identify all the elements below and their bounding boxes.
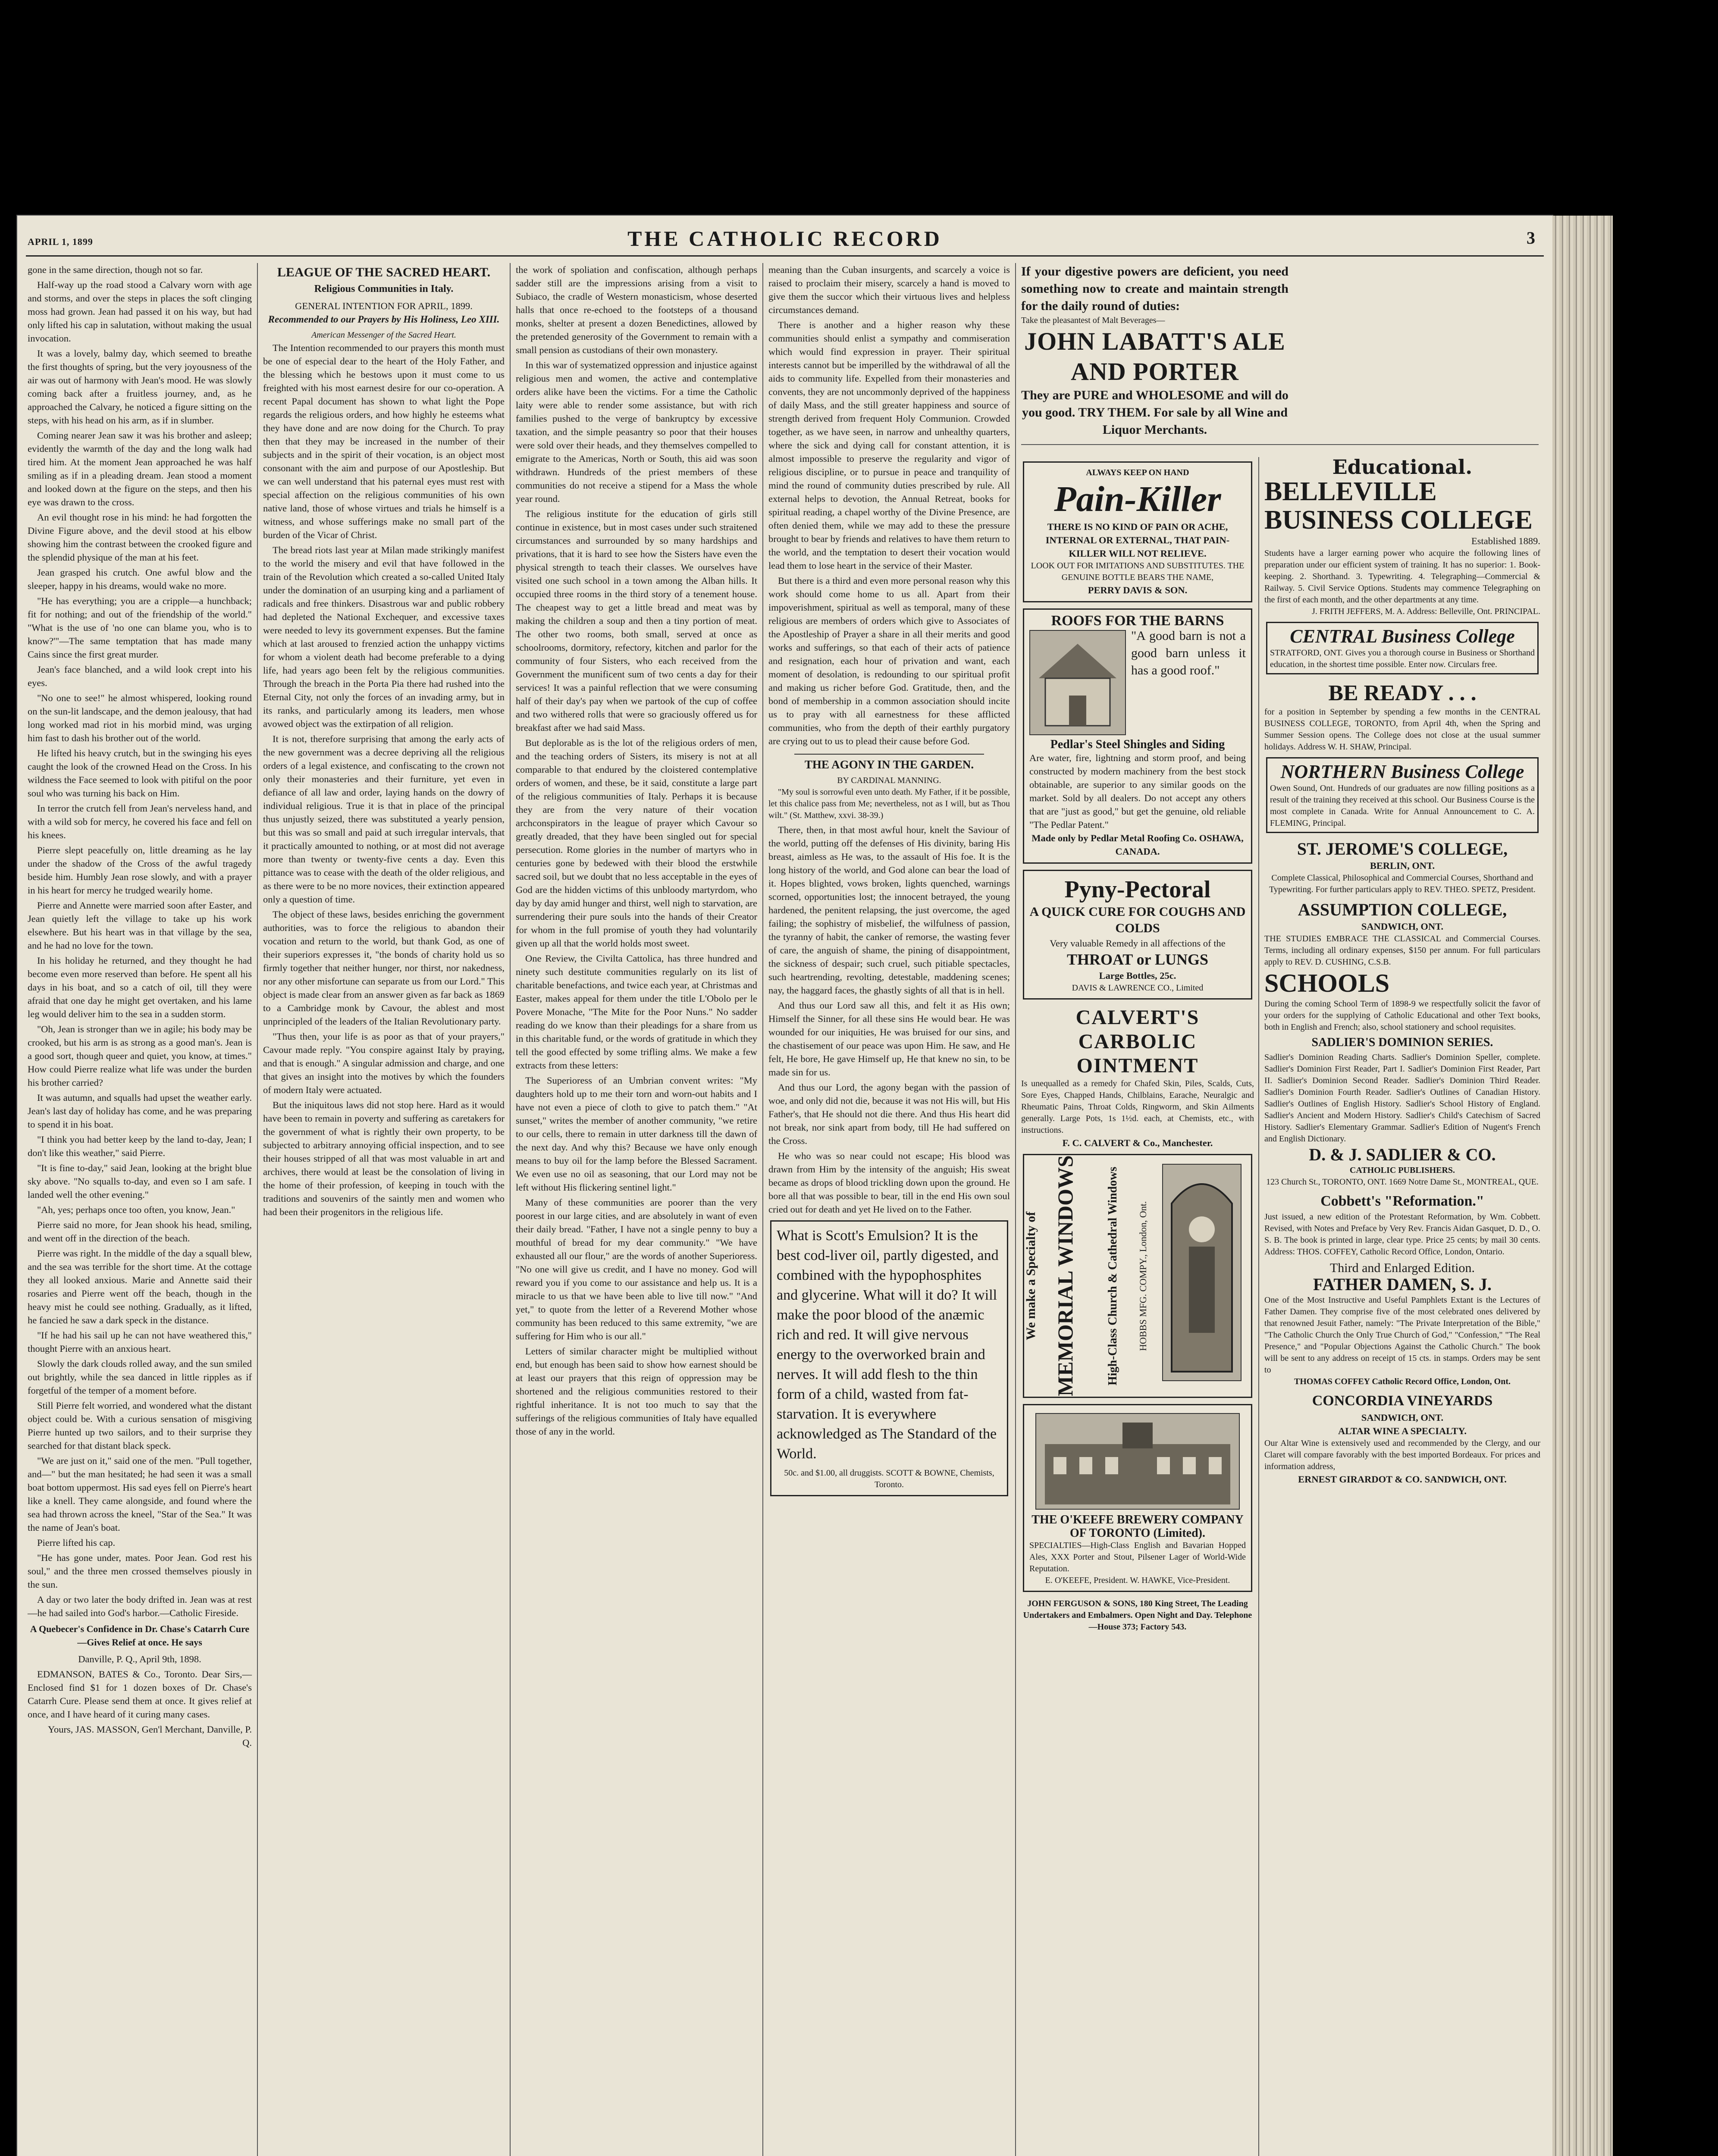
okeefe-brewery-ad <box>1023 1404 1252 1592</box>
article-paragraph: The bread riots last year at Milan made strikingly manifest to the world the misery and evil that have followed in the train of the Revolution which created a so-called United Italy under the domination of an usurping king and a parliament of radicals and free thinkers. Disastrous war and public robbery had depleted the National Exchequer, and excessive taxes were needed to levy its government expenses. But the famine which at last aroused to frenzied action the unhappy victims for whom a violent death had become preferable to a dying life, had years ago been felt by the religious communities. Through the breach in the Porta Pia there had rushed into the Eternal City, not only the forces of an invading army, but in its ranks, and particularly among its leaders, men whose avowed object was the extirpation of all religion. <box>263 545 505 729</box>
story-paragraph: Pierre was right. In the middle of the day a squall blew, and the sea was terrible for the short time. At the cottage they all looked anxious. Marie and Annette said their rosaries and Pierre went off the beach, though in the heavy mist he could see nothing. Gradually, as it lifted, he fancied he saw a dark speck in the distance. <box>28 1248 252 1326</box>
painkiller-name: Pain-Killer <box>1054 479 1221 519</box>
story-paragraph: "We are just on it," said one of the men. "Pull together, and—" but the man hesitated; he had seen it was a small boat bottom uppermost. His sad eyes fell on Pierre's heart like a knell. They came alongside, and found where the sea had thrown across the kneel, "Star of the Sea." It was the name of Jean's boat. <box>28 1455 252 1533</box>
column-5 <box>1021 457 1254 2156</box>
schools-body: During the coming School Term of 1898-9 we respectfully solicit the favor of your orders for the supplying of Catholic Educational and other Text books, both in English and French; also, school stationery and school requisites. <box>1264 999 1540 1032</box>
memorial-windows-ad <box>1023 1154 1252 1398</box>
damen-addr: THOMAS COFFEY Catholic Record Office, London, Ont. <box>1294 1377 1511 1386</box>
story-paragraph: An evil thought rose in his mind: he had forgotten the Divine Figure above, and the devil stood at his elbow showing him the contrast between the crooked figure and the splendid physique of the man at his feet. <box>28 512 252 563</box>
educational-heading: Educational. <box>1332 455 1473 479</box>
story-paragraph: Pierre lifted his cap. <box>37 1537 116 1548</box>
agony-author: BY CARDINAL MANNING. <box>837 776 941 785</box>
assumption-title: ASSUMPTION COLLEGE, <box>1298 900 1507 919</box>
agony-epigraph: "My soul is sorrowful even unto death. My Father, if it be possible, let this chalice pass from Me; nevertheless, not as I will, but as Thou wilt." (St. Matthew, xxvi. 38-39.) <box>768 787 1010 820</box>
story-paragraph: Coming nearer Jean saw it was his brother and asleep; evidently the warmth of the day and the long walk had tired him. At the moment Jean approached he was half smiling as if in a pleading dream. Jean stood a moment and looked down at the figure on the steps, and then his eye was drawn to the cross. <box>28 430 252 508</box>
source-line: American Messenger of the Sacred Heart. <box>311 330 456 340</box>
pyny-line4: Large Bottles, 25c. <box>1099 970 1176 981</box>
windows-sub: High-Class Church & Cathedral Windows <box>1106 1166 1119 1385</box>
article-paragraph: the work of spoliation and confiscation, although perhaps sadder still are the impressions arising from a visit to Subiaco, the cradle of Western monasticism, whose deserted halls that once re-echoed to the footsteps of a thousand monks, shelter at present a dozen Benedictines, allowed by the pretended generosity of the Government to remain with a small pension as custodians of their own monastery. <box>516 264 757 355</box>
northern-college-ad <box>1266 757 1539 833</box>
scotts-ad-footer: 50c. and $1.00, all druggists. SCOTT & BOWNE, Chemists, Toronto. <box>784 1468 994 1489</box>
damen-title: FATHER DAMEN, S. J. <box>1313 1275 1492 1294</box>
painkiller-body: THERE IS NO KIND OF PAIN OR ACHE, INTERNAL OR EXTERNAL, THAT PAIN-KILLER WILL NOT RELIEVE. <box>1045 521 1230 559</box>
brewery-building-icon <box>1036 1414 1239 1509</box>
northern-body: Owen Sound, Ont. Hundreds of our graduates are now filling positions as a result of the training they received at this school. Our Business Course is the most complete in Canada. Write for Annual Announcement to C. A. FLEMING, Principal. <box>1270 783 1535 828</box>
column-1 <box>28 263 252 2156</box>
story-paragraph: It was autumn, and squalls had upset the weather early. Jean's last day of holiday has come, and he was preparing to spend it in his boat. <box>28 1092 252 1130</box>
assumption-place: SANDWICH, ONT. <box>1361 921 1444 932</box>
story-paragraph: "He has everything; you are a cripple—a hunchback; fit for nothing; and out of the friendship of the world." "What is the use of 'no one can blame you, who is to know?'"—The same temptation that has made many Cains since the first great murder. <box>28 595 252 660</box>
agony-title: THE AGONY IN THE GARDEN. <box>804 758 974 771</box>
newspaper-title: THE CATHOLIC RECORD <box>627 226 942 251</box>
story-paragraph: A day or two later the body drifted in. Jean was at rest—he had sailed into God's harbor.—Catholic Fireside. <box>28 1594 252 1618</box>
ferguson-ad: JOHN FERGUSON & SONS, 180 King Street, The Leading Undertakers and Embalmers. Open Night and Day. Telephone—House 373; Factory 543. <box>1023 1599 1252 1632</box>
story-paragraph: "I think you had better keep by the land to-day, Jean; I don't like this weather," said Pierre. <box>28 1134 252 1158</box>
roofs-maker: Made only by Pedlar Metal Roofing Co. OSHAWA, CANADA. <box>1031 833 1244 857</box>
chase-ad-body: EDMANSON, BATES & Co., Toronto. Dear Sirs,—Enclosed find $1 for 1 dozen boxes of Dr. Chase's Catarrh Cure. Please send them at once. It gives relief at once, and I have heard of it curing many cases. <box>28 1669 252 1720</box>
okeefe-body: SPECIALTIES—High-Class English and Bavarian Hopped Ales, XXX Porter and Stout, Pilsener Lager of World-Wide Reputation. <box>1029 1541 1246 1573</box>
concordia-title: CONCORDIA VINEYARDS <box>1312 1393 1493 1409</box>
story-paragraph: Pierre said no more, for Jean shook his head, smiling, and went off in the direction of the beach. <box>28 1219 252 1244</box>
central-college-ad <box>1266 622 1539 674</box>
windows-side: We make a Specialty of <box>1024 1211 1038 1341</box>
belleville-body: Students have a larger earning power who acquire the following lines of preparation under our efficient system of training. It has no superior: 1. Book-keeping. 2. Shorthand. 3. Typewriting. 4. Telegraphing—Commercial & Railway. 5. Civil Service Options. Students may commence Telegraphing on the first of each month, and the other departments at any time. <box>1264 548 1540 605</box>
story-paragraph: "It is fine to-day," said Jean, looking at the bright blue sky above. "No squalls to-day, and even so I am safe. I landed well the other evening." <box>28 1163 252 1200</box>
chase-ad-heading: A Quebecer's Confidence in Dr. Chase's Catarrh Cure—Gives Relief at once. He says <box>30 1623 250 1648</box>
pyny-pectoral-ad <box>1023 870 1252 1000</box>
belleville-title: BELLEVILLE BUSINESS COLLEGE <box>1264 477 1533 535</box>
article-paragraph: The Intention recommended to our prayers this month must be one of especial dear to the heart of the Holy Father, and the blessing which he bestows upon it must come to us freighted with his most earnest desire for our co-operation. A recent Papal document has shown to what light the Pope regards the religious orders, and how highly he esteems what they have done and are now doing for the Church. To pray then that they may be increased in the number of their subjects and in the spirit of their vocation, is an object most consonant with the aim and purpose of our Apostleship. But we can well understand that his paternal eyes must rest with special affection on the religious communities of his own native land, those of whose virtues and trials he himself is a witness, and whose sufferings make no small part of the burden of the Vicar of Christ. <box>263 342 505 540</box>
sadlier-list: Sadlier's Dominion Reading Charts. Sadlier's Dominion Speller, complete. Sadlier's Dominion First Reader, Part I. Sadlier's Dominion First Reader, Part II. Sadlier's Dominion Second Reader. Sadlier's Dominion Third Reader. Sadlier's Dominion Fourth Reader. Sadlier's Outlines of Canadian History. Sadlier's Outlines of English History. Sadlier's School History of England. Sadlier's Ancient and Modern History. Sadlier's Child's Catechism of Sacred History. Sadlier's Elementary Grammar. Sadlier's Edition of Nugent's French and English Dictionary. <box>1264 1053 1540 1144</box>
agony-paragraph: There, then, in that most awful hour, knelt the Saviour of the world, putting off the defenses of His divinity, baring His breast, aimless as He was, to the assault of His foe. It is the long history of the world, and God alone can bear the load of it. Hopes blighted, vows broken, lights quenched, warnings scorned, opportunities lost; the innocent betrayed, the young hardened, the penitent relapsing, the just overcome, the aged failing; the sophistry of misbelief, the wilfulness of passion, the tyranny of habit, the canker of remorse, the wasting fever of care, the anguish of shame, the pining of disappointment, the sickness of despair; such cruel, such pitiable spectacles, such heartrending, revolting, detestable, maddening scenes; nay, the haggard faces, the ghastly sights of all that is in hell. <box>768 824 1010 996</box>
windows-maker: HOBBS MFG. COMPY., London, Ont. <box>1138 1201 1148 1351</box>
labatt-take: Take the pleasantest of Malt Beverages— <box>1021 316 1165 325</box>
stained-glass-illustration <box>1162 1164 1241 1381</box>
column-2 <box>263 263 505 2156</box>
labatt-brand: JOHN LABATT'S ALE AND PORTER <box>1024 327 1285 385</box>
painkiller-top: ALWAYS KEEP ON HAND <box>1086 468 1189 477</box>
pedlar-roofs-ad <box>1023 608 1252 864</box>
central-body: STRATFORD, ONT. Gives you a thorough course in Business or Shorthand education, in the shortest time possible. Enter now. Circulars free. <box>1270 648 1535 669</box>
masthead <box>17 224 1552 250</box>
calvert-name: CALVERT'S CARBOLIC OINTMENT <box>1075 1006 1200 1077</box>
article-paragraph: Letters of similar character might be multiplied without end, but enough has been said to show how earnest should be at least our prayers that this reign of oppression may be shortened and the religious communities restored to their rightful inheritance. It is not too much to say that the sufferings of the religious communities of Italy have equalled those of any in the world. <box>516 1346 757 1437</box>
story-paragraph: Half-way up the road stood a Calvary worn with age and storms, and over the steps in places the soft clinging moss had grown. Jean had passed it on his way, but had only lifted his cap in salutation, without making the usual invocation. <box>28 279 252 344</box>
story-paragraph: "If he had his sail up he can not have weathered this," thought Pierre with an anxious heart. <box>28 1330 252 1354</box>
article-paragraph: There is another and a higher reason why these communities should enlist a sympathy and commiseration which would find expression in prayer. Their spiritual interests cannot but be imperilled by the withdrawal of all the aids to community life. Expelled from their monasteries and convents, they are not uncommonly deprived of the happiness of daily Mass, and the still greater happiness and source of strength derived from frequent Holy Communion. Crowded together, as we have seen, in narrow and unhealthy quarters, where the sick and dying call for constant attention, it is almost impossible to preserve the regularity and vigor of religious discipline, or to pursue in peace and tranquility of mind the round of community duties prescribed by rule. All external helps to devotion, the Annual Retreat, books for spiritual reading, a chapel worthy of the Divine Presence, are often denied them, while we may add to these the pressure brought to bear by friends and relatives to have them return to the world, and the temptation to desert their vocation would lead them to lose heart in the service of their Master. <box>768 320 1010 571</box>
article-paragraph: One Review, the Civilta Cattolica, has three hundred and ninety such destitute communities regularly on its list of charitable benefactions, and twice each year, at Christmas and Easter, makes appeal for them under the title L'Obolo per le Povere Monache, "The Mite for the Poor Nuns." No sadder reading do we know than their pleadings for a share from us in this charitable fund, or the words of gratitude in which they tell the good effected by some trifling alms. We make a few extracts from these letters: <box>516 953 757 1071</box>
story-paragraph: Still Pierre felt worried, and wondered what the distant object could be. With a curious sensation of misgiving Pierre hunted up two sailors, and to their surprise they searched for that distant black speck. <box>28 1400 252 1451</box>
damen-edition: Third and Enlarged Edition. <box>1329 1261 1475 1275</box>
northern-title: NORTHERN Business College <box>1280 761 1524 782</box>
jerome-title: ST. JEROME'S COLLEGE, <box>1297 839 1508 859</box>
story-paragraph: "Ah, yes; perhaps once too often, you know, Jean." <box>37 1204 235 1215</box>
section-divider <box>794 754 984 755</box>
schools-title: SCHOOLS <box>1264 969 1390 997</box>
column-divider <box>510 263 511 2156</box>
newspaper-page <box>17 216 1552 2156</box>
story-paragraph: "He has gone under, mates. Poor Jean. God rest his soul," and the three men crossed themselves piously in the sun. <box>28 1552 252 1590</box>
jerome-place: BERLIN, ONT. <box>1370 860 1435 871</box>
chase-ad-dateline: Danville, P. Q., April 9th, 1898. <box>78 1654 201 1664</box>
story-paragraph: He lifted his heavy crutch, but in the swinging his eyes caught the look of the crowned Head on the Cross. In his wildness the Face seemed to look with pitiful on the poor soul who was turning his back on Him. <box>28 748 252 799</box>
recommended-line: Recommended to our Prayers by His Holiness, Leo XIII. <box>268 314 500 325</box>
story-paragraph: Pierre and Annette were married soon after Easter, and Jean quietly left the village to take up his work elsewhere. But his heart was in that village by the sea, and he had no love for the town. <box>28 900 252 951</box>
pyny-line3: THROAT or LUNGS <box>1066 951 1209 968</box>
calvert-maker: F. C. CALVERT & Co., Manchester. <box>1062 1138 1213 1148</box>
labatt-intro: If your digestive powers are deficient, you need something now to create and maintain strength for the daily round of duties: <box>1021 264 1288 313</box>
calvert-ad <box>1021 1006 1254 1150</box>
story-paragraph: gone in the same direction, though not so far. <box>28 264 203 275</box>
pyny-line2: Very valuable Remedy in all affections of the <box>1050 938 1226 949</box>
roofs-title: ROOFS FOR THE BARNS <box>1051 613 1224 629</box>
sadlier-series: SADLIER'S DOMINION SERIES. <box>1311 1036 1493 1049</box>
column-divider <box>257 263 258 2156</box>
jerome-body: Complete Classical, Philosophical and Commercial Courses, Shorthand and Typewriting. For further particulars apply to REV. THEO. SPETZ, President. <box>1269 873 1536 894</box>
sadlier-name: D. & J. SADLIER & CO. <box>1309 1145 1496 1164</box>
story-paragraph: It was a lovely, balmy day, which seemed to breathe the first thoughts of spring, but the very joyousness of the air was out of harmony with Jean's mood. He was slowly coming back after a fruitless journey, and, as he approached the Calvary, he noticed a figure sitting on the steps, with his head on his arm, as if in slumber. <box>28 348 252 426</box>
painkiller-maker: PERRY DAVIS & SON. <box>1088 585 1188 595</box>
barn-icon <box>1030 631 1125 734</box>
windows-title: MEMORIAL WINDOWS <box>1053 1155 1077 1397</box>
article-paragraph: But there is a third and even more personal reason why this work should come home to us all. Apart from their impoverishment, spiritual as well as temporal, many of these religious are members of orders which give to Associates of the Apostleship of Prayer a share in all their merits and good works and sufferings, so that each of their acts of patience and resignation, each hour of privation and want, each moment of desolation, is redounding to our spiritual profit and making us richer before God. Gratitude, then, and the bond of membership in a common association should incite us to pray with all earnestness for these afflicted communities, who from the depth of their earthly purgatory are crying out to us to plead their cause before God. <box>768 575 1010 746</box>
pyny-line1: A QUICK CURE FOR COUGHS AND COLDS <box>1029 905 1246 935</box>
column-3 <box>516 263 757 2156</box>
issue-date: APRIL 1, 1899 <box>28 236 93 247</box>
roofs-body: Are water, fire, lightning and storm proof, and being constructed by modern machinery from the best stock obtainable, are superior to any similar goods on the market. Sold by all dealers. Do not accept any others that are "just as good," but get the genuine, old reliable "The Pedlar Patent." <box>1029 752 1246 830</box>
sadlier-sub: CATHOLIC PUBLISHERS. <box>1349 1166 1455 1175</box>
agony-paragraph: And thus our Lord, the agony began with the passion of woe, and only did not die, because it was not His will, but His Father's, that He should not die there. And thus His heart did not break, nor sink apart from body, till He had suffered on the Cross. <box>768 1082 1010 1146</box>
page-stack-edge <box>1552 216 1613 2156</box>
column-divider <box>762 263 763 2156</box>
sadlier-addr: 123 Church St., TORONTO, ONT. 1669 Notre Dame St., MONTREAL, QUE. <box>1266 1177 1539 1187</box>
painkiller-ad <box>1023 461 1252 602</box>
barn-illustration <box>1029 630 1126 735</box>
concordia-place: SANDWICH, ONT. <box>1361 1412 1444 1423</box>
okeefe-title: THE O'KEEFE BREWERY COMPANY OF TORONTO (Limited). <box>1031 1513 1244 1540</box>
agony-paragraph: He who was so near could not escape; His blood was drawn from Him by the intensity of the anguish; His sweat became as drops of blood trickling down upon the ground. He bore all that was possible to bear, till in the end His own soul cried out for death and yet He lived on to the Father. <box>768 1150 1010 1215</box>
okeefe-names: E. O'KEEFE, President. W. HAWKE, Vice-President. <box>1045 1576 1230 1585</box>
column-6 <box>1264 457 1540 2156</box>
belleville-sign: J. FRITH JEFFERS, M. A. Address: Belleville, Ont. PRINCIPAL. <box>1312 607 1540 616</box>
ad-divider <box>1021 444 1539 445</box>
article-paragraph: But deplorable as is the lot of the religious orders of men, and the teaching orders of Sisters, its misery is not at all comparable to that endured by the cloistered contemplative orders of women, and these, be it said, constitute a large part of the religious communities of Italy. Perhaps it is because they are from the very nature of their vocation archconspirators in the league of prayer which Cavour so greatly dreaded, that they have been singled out for special persecution. Rome glories in the number of martyrs who in centuries gone by bedewed with their blood the erstwhile sacred soil, but we doubt that no less acceptable in the eyes of God are the hidden victims of this unbloody martyrdom, who day by day amid hunger and thirst, well nigh to starvation, are surrendering their pure souls into the hands of their Creator for whom in the full promise of youth they had voluntarily given up all that the world holds most sweet. <box>516 737 757 949</box>
article-paragraph: The religious institute for the education of girls still continue in existence, but in most cases under such straitened circumstances and surrounded by so many hardships and privations, that it is hard to see how the Sisters have even the physical strength to teach their classes. We ourselves have visited one such school in a town among the Alban hills. It occupied three rooms in the third story of a tenement house. The cheapest way to get a little bread and meat was by making the children a soup and then a tiny portion of meat. The other two rooms, both small, served at once as schoolrooms, dormitory, refectory, kitchen and parlor for the community of four Sisters, who each received from the Government the munificent sum of two cents a day for their services! It was a painful reflection that we were consuming half of their day's pay when we partook of the cup of coffee and two withered rolls that were so graciously offered us for breakfast after we had said Mass. <box>516 508 757 733</box>
scotts-emulsion-ad <box>770 1220 1008 1496</box>
story-paragraph: Jean grasped his crutch. One awful blow and the sleeper, happy in his dreams, would wake no more. <box>28 567 252 591</box>
column-4 <box>768 263 1010 2156</box>
concordia-sub: ALTAR WINE A SPECIALTY. <box>1338 1426 1467 1436</box>
story-paragraph: "Oh, Jean is stronger than we in agile; his body may be crooked, but his arm is as strong as a good man's. Jean is a good sort, though queer and quiet, you know, at times." How could Pierre realize what life was under the burden his brother carried? <box>28 1024 252 1088</box>
article-paragraph: It is not, therefore surprising that among the early acts of the new government was a decree depriving all the religious orders of a legal existence, and confiscating to the crown not only their monasteries and their furniture, yet even in defiance of all law and order, laying hands on the dowry of individual religious. True it is that in place of the principal thus unjustly seized, there was substituted a yearly pension, but this was so small and paid at such irregular intervals, that it practically amounted to nothing, or at most did not average more than twenty or twenty-five cents a day. Even this pittance was to cease with the death of the older religious, and as there were to be no more novices, their extinction appeared only a question of time. <box>263 733 505 905</box>
painkiller-note: LOOK OUT FOR IMITATIONS AND SUBSTITUTES. THE GENUINE BOTTLE BEARS THE NAME, <box>1031 561 1245 582</box>
scotts-ad-text: What is Scott's Emulsion? It is the best cod-liver oil, partly digested, and combined with the hypophosphites and glycerine. What will it do? It will make the poor blood of the anæmic rich and red. It will give nervous energy to the overworked brain and nerves. It will add flesh to the thin form of a child, wasted from fat-starvation. It is everywhere acknowledged as The Standard of the World. <box>777 1228 999 1462</box>
story-paragraph: Pierre slept peacefully on, little dreaming as he lay under the shadow of the Cross of the awful tragedy beside him. Humbly Jean rose slowly, and with a prayer in his heart for mercy he trudged wearily home. <box>28 845 252 896</box>
column-divider <box>1015 263 1016 2156</box>
brewery-illustration <box>1035 1413 1240 1510</box>
agony-paragraph: And thus our Lord saw all this, and felt it as His own; Himself the Sinner, for all these sins He would bear. He was wounded for our iniquities, He was bruised for our sins, and the chastisement of our peace was upon Him. He saw, and He felt, He bore, He gave Himself up, He that knew no sin, to be made sin for us. <box>768 1000 1010 1078</box>
assumption-body: THE STUDIES EMBRACE THE CLASSICAL and Commercial Courses. Terms, including all ordinary expenses, $150 per annum. For full particulars apply to REV. D. CUSHING, C.S.B. <box>1264 934 1540 967</box>
article-paragraph: But the iniquitous laws did not stop here. Hard as it would have been to remain in poverty and suffering as caretakers for the government of what is rightly their own property, to be subjected to arbitrary annoying official inspection, and to see their houses stripped of all that was most valuable in art and archives, there would at least be the consolation of living in the home of their profession, of keeping in touch with the traditions and souvenirs of the saintly men and women who had been their progenitors in the religious life. <box>263 1100 505 1217</box>
calvert-body: Is unequalled as a remedy for Chafed Skin, Piles, Scalds, Cuts, Sore Eyes, Chapped Hands, Chilblains, Earache, Neuralgic and Rheumatic Pains, Throat Colds, Ringworm, and Skin Ailments generally. Large Pots, 1s 1½d. each, at Chemists, etc., with instructions. <box>1021 1079 1254 1135</box>
page-number: 3 <box>1527 228 1535 248</box>
concordia-maker: ERNEST GIRARDOT & CO. SANDWICH, ONT. <box>1298 1474 1507 1485</box>
roofs-product: Pedlar's Steel Shingles and Siding <box>1050 738 1225 751</box>
masthead-rule <box>26 255 1544 257</box>
pyny-name: Pyny-Pectoral <box>1064 876 1211 903</box>
cobbett-body: Just issued, a new edition of the Protestant Reformation, by Wm. Cobbett. Revised, with Notes and Preface by Very Rev. Francis Aidan Gasquet, D. D., O. S. B. The book is printed in large, clear type. Price 25 cents; by mail 30 cents. Address: THOS. COFFEY, Catholic Record Office, London, Ontario. <box>1264 1212 1540 1257</box>
story-paragraph: Slowly the dark clouds rolled away, and the sun smiled out brightly, while the sea danced in little ripples as if forgetful of the temper of a moment before. <box>28 1358 252 1396</box>
article-paragraph: "Thus then, your life is as poor as that of your prayers," Cavour made reply. "You conspire against Italy by praying, and that is enough." A singular admission and charge, and one that gives an insight into the motives by which the founders of modern Italy were actuated. <box>263 1031 505 1095</box>
story-paragraph: Jean's face blanched, and a wild look crept into his eyes. <box>28 664 252 688</box>
be-ready-title: BE READY . . . <box>1328 681 1477 705</box>
concordia-body: Our Altar Wine is extensively used and recommended by the Clergy, and our Claret will compare favorably with the best imported Bordeaux. For prices and information address, <box>1264 1438 1540 1471</box>
be-ready-body: for a position in September by spending a few months in the CENTRAL BUSINESS COLLEGE, TORONTO, from April 4th, when the Spring and Summer Session opens. The College does not close at the usual summer holidays. Address W. H. SHAW, Principal. <box>1264 707 1540 752</box>
labatt-ad <box>1021 263 1288 437</box>
story-paragraph: In his holiday he returned, and they thought he had become even more reserved than before. He spent all his days in his boat, and so a catch of oil, till they were afraid that one day he might get overtaken, and his lame leg would deliver him to the sea in a sudden storm. <box>28 955 252 1019</box>
story-paragraph: "No one to see!" he almost whispered, looking round on the sun-lit landscape, and the demon jealousy, that had long worked mad riot in his morbid mind, was urging him fast to dash his brother out of the world. <box>28 693 252 743</box>
pyny-maker: DAVIS & LAWRENCE CO., Limited <box>1072 983 1204 993</box>
labatt-tagline: They are PURE and WHOLESOME and will do you good. TRY THEM. For sale by all Wine and Liquor Merchants. <box>1021 388 1288 437</box>
roofs-quote: "A good barn is not a good barn unless it has a good roof." <box>1131 629 1246 677</box>
article-paragraph: The Superioress of an Umbrian convent writes: "My daughters hold up to me their torn and worn-out habits and I have not even a piece of cloth to give to patch them." "At sunset," writes the member of another community, "we retire to our cells, there to remain in utter darkness till the dawn of the next day. And why this? Because we have only enough means to buy oil for the lamp before the Blessed Sacrament. We even use no oil as seasoning, that our Lord may not be left without His flickering sentinel light." <box>516 1075 757 1193</box>
chase-ad-signature: Yours, JAS. MASSON, Gen'l Merchant, Danville, P. Q. <box>47 1724 252 1748</box>
column-divider <box>1258 457 1259 2156</box>
article-paragraph: In this war of systematized oppression and injustice against religious men and women, the active and contemplative orders alike have been the victims. For a time the Catholic laity were able to render some assistance, but with rich families pushed to the verge of bankruptcy by excessive taxation, and the simple peasantry so poor that their houses were sold over their heads, and they themselves compelled to emigrate to the Americas, North or South, this aid was soon withdrawn. Hundreds of the priest members of these communities do not receive a stipend for a Mass the whole year round. <box>516 360 757 504</box>
cobbett-title: Cobbett's "Reformation." <box>1320 1193 1484 1209</box>
central-title: CENTRAL Business College <box>1290 626 1515 647</box>
general-intention: GENERAL INTENTION FOR APRIL, 1899. <box>295 301 473 311</box>
article-paragraph: The object of these laws, besides enriching the government authorities, was to force the religious to abandon their vocation and return to the world, but thank God, as one of their superiors expresses it, "the bonds of charity hold us so firmly together that neither hunger, nor thirst, nor nakedness, nor any other misfortune can separate us from our Lord." This object is made clear from an answer given as far back as 1869 to a Cambridge monk by Cavour, the ablest and most unprincipled of the leaders of the Italian Revolutionary party. <box>263 909 505 1027</box>
story-paragraph: In terror the crutch fell from Jean's nerveless hand, and with a wild sob for mercy, he covered his face and fell on his knees. <box>28 803 252 840</box>
belleville-est: Established 1889. <box>1471 536 1540 546</box>
damen-body: One of the Most Instructive and Useful Pamphlets Extant is the Lectures of Father Damen. They comprise five of the most celebrated ones delivered by that renowned Jesuit Father, namely: "The Private Interpretation of the Bible," "The Catholic Church the Only True Church of God," "Confession," "The Real Presence," and "Popular Objections Against the Catholic Church." The book will be sent to any address on receipt of 15 cts. in stamps. Orders may be sent to <box>1264 1295 1540 1375</box>
stained-glass-icon <box>1163 1165 1241 1380</box>
article-paragraph: meaning than the Cuban insurgents, and scarcely a voice is raised to proclaim their misery, scarcely a hand is moved to give them the succor which their virtuous lives and helpless circumstances demand. <box>768 264 1010 315</box>
league-subheading: Religious Communities in Italy. <box>314 283 454 295</box>
article-paragraph: Many of these communities are poorer than the very poorest in our large cities, and are absolutely in want of even their daily bread. "Father, I have not a single penny to buy a mouthful of bread for my dear community." "We have exhausted all our flour," are the words of another Superioress. "No one will give us credit, and I have no money. God will reward you if you come to our assistance and help us. It is a miracle to us that we have been able to live till now." "And yet," to quote from the letter of a Reverend Mother whose community has been reduced to this same extremity, "we are suffering for Him who is our all." <box>516 1197 757 1341</box>
league-heading: LEAGUE OF THE SACRED HEART. <box>277 265 491 279</box>
